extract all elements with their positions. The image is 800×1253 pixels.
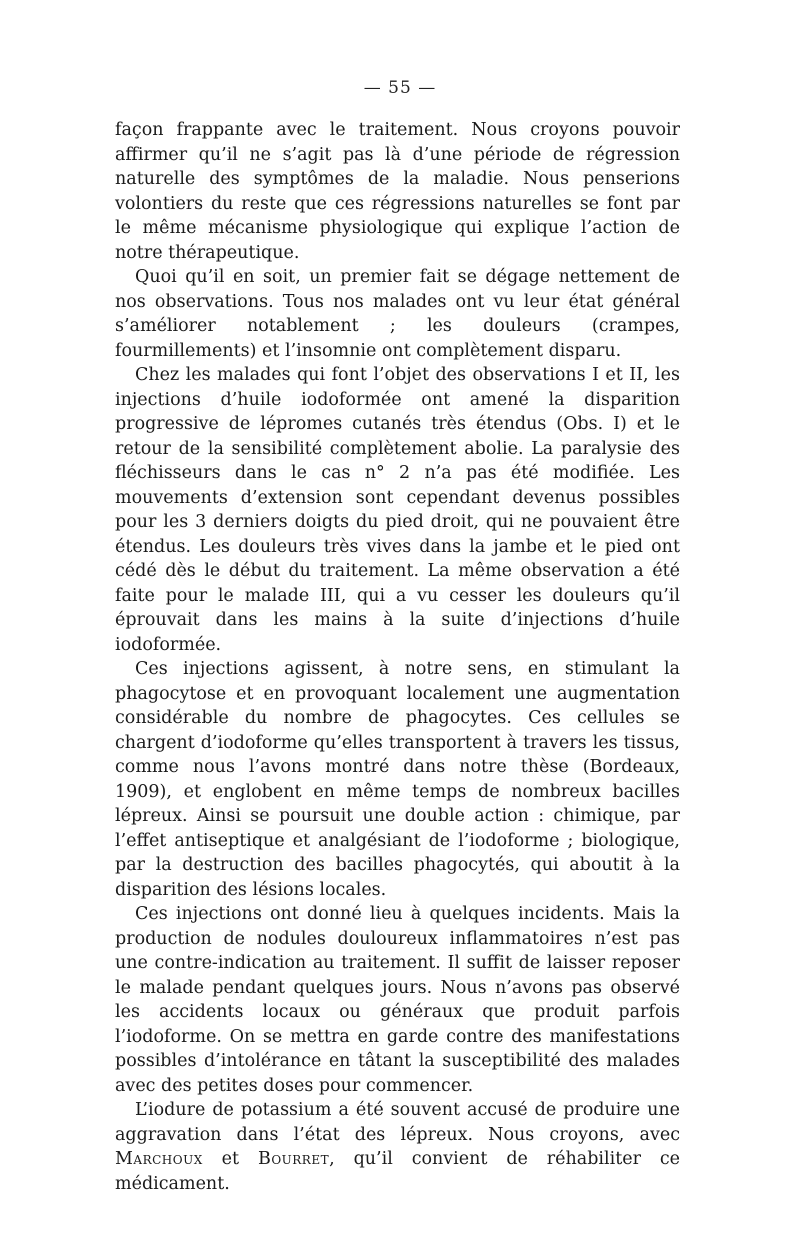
paragraph-6-text-before: L’iodure de potassium a été souvent accusé de produire une aggravation dans l’état des lépreux. Nous croyons, avec	[115, 1100, 680, 1145]
author-name-bourret: Bourret	[257, 1149, 330, 1169]
paragraph-6	[115, 1098, 680, 1196]
paragraph-4: Ces injections agissent, à notre sens, en stimulant la phagocytose et en provoquant localement une augmentation considérable du nombre de phagocytes. Ces cellules se chargent d’iodoforme qu’elles transportent à travers les tissus, comme nous l’avons montré dans notre thèse (Bordeaux, 1909), et englobent en même temps de nombreux bacilles lépreux. Ainsi se poursuit une double action : chimique, par l’effet antiseptique et analgésiant de l’iodoforme ; biologique, par la destruction des bacilles phagocytés, qui aboutit à la disparition des lésions locales.	[115, 659, 680, 900]
paragraph-2: Quoi qu’il en soit, un premier fait se dégage nettement de nos observations. Tous nos malades ont vu leur état général s’améliorer notablement ; les douleurs (crampes, fourmillements) et l’insomnie ont complètement disparu.	[115, 267, 680, 361]
paragraph-1: façon frappante avec le traitement. Nous croyons pouvoir affirmer qu’il ne s’agit pas là d’une période de régression naturelle des symptômes de la maladie. Nous penserions volontiers du reste que ces régressions naturelles se font par le même mécanisme physiologique qui explique l’action de notre thérapeutique.	[115, 120, 680, 263]
paragraph-5: Ces injections ont donné lieu à quelques incidents. Mais la production de nodules douloureux inflammatoires n’est pas une contre-indication au traitement. Il suffit de laisser reposer le malade pendant quelques jours. Nous n’avons pas observé les accidents locaux ou généraux que produit parfois l’iodoforme. On se mettra en garde contre des manifestations possibles d’intolérance en tâtant la susceptibilité des malades avec des petites doses pour commencer.	[115, 904, 680, 1096]
author-name-marchoux: Marchoux	[115, 1149, 203, 1169]
paragraph-6-text-after: , qu’il convient de réhabiliter ce médicament.	[115, 1149, 681, 1194]
body-text	[115, 118, 680, 1196]
page-number: — 55 —	[363, 78, 437, 98]
paragraph-6-text-middle: et	[202, 1149, 258, 1169]
paragraph-3: Chez les malades qui font l’objet des observations I et II, les injections d’huile iodoformée ont amené la disparition progressive de lépromes cutanés très étendus (Obs. I) et le retour de la sensibilité complètement abolie. La paralysie des fléchisseurs dans le cas n° 2 n’a pas été modifiée. Les mouvements d’extension sont cependant devenus possibles pour les 3 derniers doigts du pied droit, qui ne pouvaient être étendus. Les douleurs très vives dans la jambe et le pied ont cédé dès le début du traitement. La même observation a été faite pour le malade III, qui a vu cesser les douleurs qu’il éprouvait dans les mains à la suite d’injections d’huile iodoformée.	[115, 365, 680, 655]
